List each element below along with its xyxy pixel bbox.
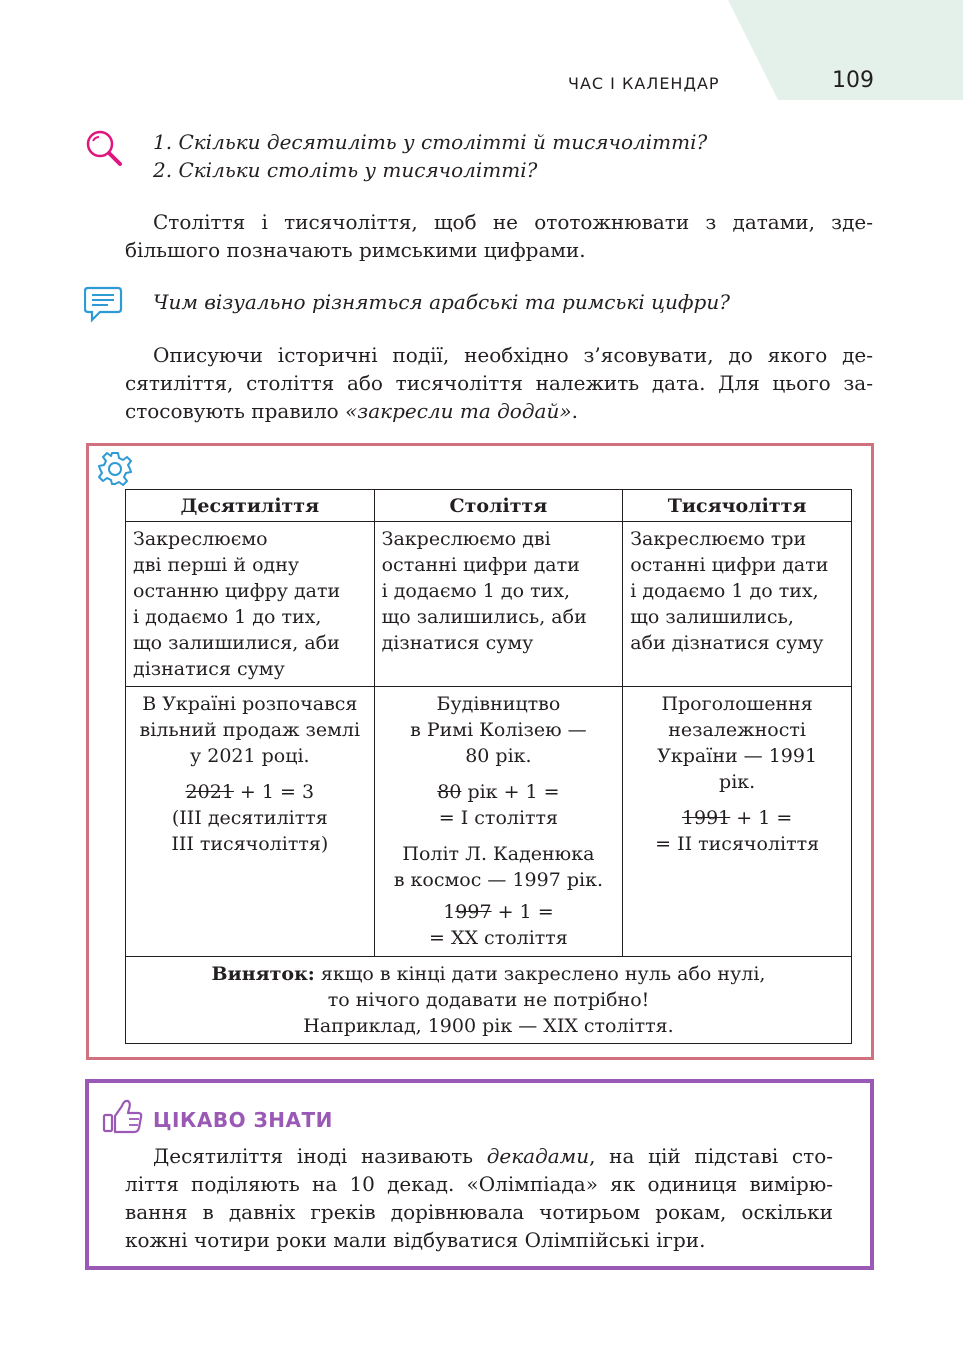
paragraph-2-line-2: сятиліття, століття або тисячоліття належить дата. Для цього за- <box>125 371 873 395</box>
example-result: ІІІ тисячоліття) <box>171 833 329 855</box>
question-1: 1. Скільки десятиліть у столітті й тисячолітті? <box>153 130 708 154</box>
calc-text: + 1 = 3 <box>233 781 315 803</box>
example-text: вільний продаж землі <box>139 719 361 741</box>
example-result: (ІІІ десятиліття <box>171 807 328 829</box>
fact-text: Десятиліття іноді називають <box>153 1144 487 1168</box>
rule-century <box>374 522 623 687</box>
exception-example: Наприклад, 1900 рік — XIX століття. <box>303 1015 674 1037</box>
example-text: Проголошення <box>661 693 813 715</box>
fact-box-title: ЦІКАВО ЗНАТИ <box>153 1108 333 1132</box>
chat-icon <box>84 285 126 325</box>
fact-line-3: вання в давніх греків дорівнювала чотирьом рокам, оскільки <box>125 1200 833 1224</box>
rule-decade-line: і додаємо 1 до тих, <box>133 606 322 628</box>
question-2: 2. Скільки століть у тисячолітті? <box>153 158 538 182</box>
paragraph-1-line-2: більшого позначають римськими цифрами. <box>125 238 586 262</box>
exception-line-1 <box>133 961 844 987</box>
rule-millennium <box>623 522 852 687</box>
rule-millennium-line: і додаємо 1 до тих, <box>630 580 819 602</box>
struck-digits: 80 <box>437 781 462 803</box>
rule-decade <box>126 522 375 687</box>
exception-label: Виняток: <box>211 963 315 985</box>
exception-cell <box>126 957 852 1044</box>
rule-name: «закресли та додай» <box>345 399 572 423</box>
rule-century-line: і додаємо 1 до тих, <box>381 580 571 602</box>
thumbs-up-icon <box>102 1097 144 1135</box>
fact-line-4: кожні чотири роки мали відбуватися Олімпійські ігри. <box>125 1228 706 1252</box>
example-text: рік. <box>719 771 756 793</box>
paragraph-2-line-3 <box>125 397 578 425</box>
rules-table <box>125 489 852 1044</box>
gear-icon <box>96 450 134 488</box>
exception-text: якщо в кінці дати закреслено нуль або нулі, <box>314 963 766 985</box>
header-decade: Десятиліття <box>126 490 375 522</box>
rule-millennium-line: аби дізнатися суму <box>630 632 824 654</box>
magnifier-icon <box>83 128 125 170</box>
example-calculation <box>382 779 616 805</box>
rule-decade-line: що залишилися, аби <box>133 632 340 654</box>
struck-digits: 997 <box>455 901 492 923</box>
page-number: 109 <box>832 68 874 93</box>
rule-decade-line: Закреслюємо <box>133 528 268 550</box>
running-title: ЧАС І КАЛЕНДАР <box>568 74 720 93</box>
rule-millennium-line: що залишились, <box>630 606 794 628</box>
struck-digits: 1991 <box>681 807 731 829</box>
rule-decade-line: дізнатися суму <box>133 658 285 680</box>
examples-row <box>126 687 852 957</box>
exception-line-2: то нічого додавати не потрібно! <box>327 989 650 1011</box>
example-text: у 2021 році. <box>190 745 310 767</box>
rule-century-line: останні цифри дати <box>381 554 580 576</box>
example-calculation <box>630 805 844 831</box>
rule-century-line: Закреслюємо дві <box>381 528 551 550</box>
example-text: незалежності <box>668 719 806 741</box>
rule-millennium-line: Закреслюємо три <box>630 528 807 550</box>
paragraph-2-line-3-end: . <box>571 399 578 423</box>
table-header-row <box>126 490 852 522</box>
example-text: в космос — 1997 рік. <box>393 869 603 891</box>
rule-millennium-line: останні цифри дати <box>630 554 829 576</box>
example-calculation <box>382 899 616 925</box>
example-calculation <box>133 779 367 805</box>
example-result: = XX століття <box>429 927 568 949</box>
example-decade <box>126 687 375 957</box>
rule-decade-line: останню цифру дати <box>133 580 341 602</box>
example-text: Будівництво <box>436 693 561 715</box>
example-text: В Україні розпочався <box>142 693 358 715</box>
header-century: Століття <box>374 490 623 522</box>
calc-text: + 1 = <box>730 807 793 829</box>
paragraph-1-line-1: Століття і тисячоліття, щоб не ототожнювати з датами, зде- <box>153 210 873 234</box>
header-millennium: Тисячоліття <box>623 490 852 522</box>
paragraph-2-line-3-start: стосовують правило <box>125 399 346 423</box>
fact-text: , на цій підставі сто- <box>589 1144 833 1168</box>
calc-text: + 1 = <box>491 901 554 923</box>
fact-line-1 <box>153 1142 833 1170</box>
discussion-question: Чим візуально різняться арабські та римські цифри? <box>153 290 730 314</box>
fact-term: декадами <box>486 1144 590 1168</box>
header-accent-shape <box>0 0 963 100</box>
example-century <box>374 687 623 957</box>
paragraph-2-line-1: Описуючи історичні події, необхідно з’ясовувати, до якого де- <box>153 343 873 367</box>
example-result: = І століття <box>438 807 559 829</box>
struck-digits: 2021 <box>185 781 234 803</box>
fact-line-2: ліття поділяють на 10 декад. «Олімпіада» як одиниця вимірю- <box>125 1172 833 1196</box>
example-text: України — 1991 <box>657 745 818 767</box>
calc-text: рік + 1 = <box>461 781 560 803</box>
example-text: Політ Л. Каденюка <box>402 843 595 865</box>
exception-row <box>126 957 852 1044</box>
rule-century-line: що залишились, аби <box>381 606 587 628</box>
rule-decade-line: дві перші й одну <box>133 554 300 576</box>
example-millennium <box>623 687 852 957</box>
rule-century-line: дізнатися суму <box>381 632 534 654</box>
example-text: 80 рік. <box>465 745 532 767</box>
example-result: = ІІ тисячоліття <box>655 833 820 855</box>
kept-digit: 1 <box>443 901 456 923</box>
example-text: в Римі Колізею — <box>410 719 587 741</box>
rules-row <box>126 522 852 687</box>
